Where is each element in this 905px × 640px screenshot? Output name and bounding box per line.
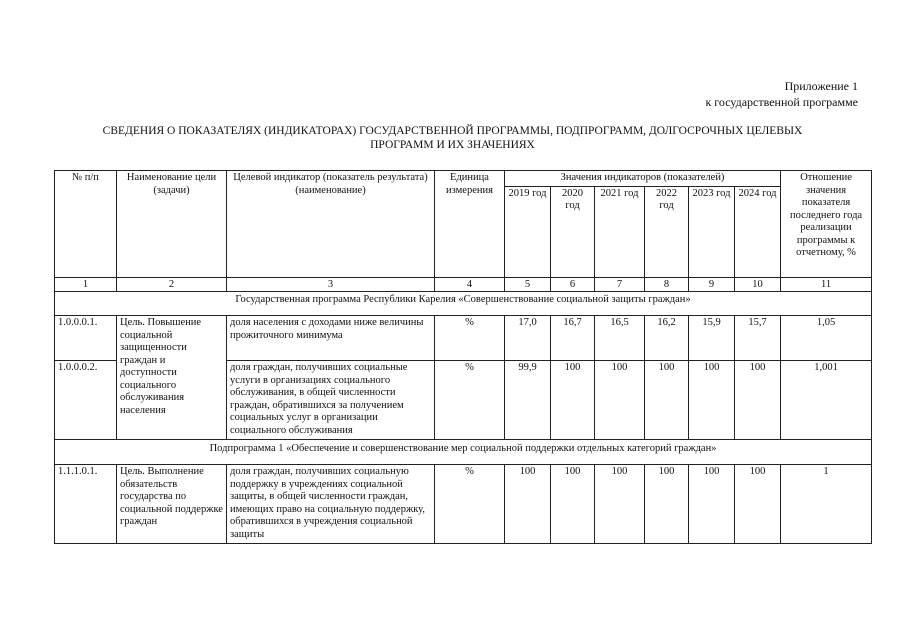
goal-cell: Цель. Повышение социальной защищенности граждан и доступности социального обслуживания населения xyxy=(117,316,227,440)
column-number: 9 xyxy=(689,278,735,292)
column-number: 10 xyxy=(735,278,781,292)
column-number: 3 xyxy=(227,278,435,292)
row-number: 1.0.0.0.2. xyxy=(55,361,117,440)
unit-cell: % xyxy=(435,316,505,361)
value-cell: 100 xyxy=(735,361,781,440)
value-cell: 100 xyxy=(735,465,781,544)
column-number: 5 xyxy=(505,278,551,292)
column-number: 4 xyxy=(435,278,505,292)
value-cell: 16,2 xyxy=(645,316,689,361)
value-cell: 100 xyxy=(645,465,689,544)
document-title xyxy=(40,124,865,152)
header-row-1 xyxy=(55,171,872,187)
appendix-line-2: к государственной программе xyxy=(705,95,858,109)
column-number: 2 xyxy=(117,278,227,292)
indicator-cell: доля граждан, получивших социальную поддержку в учреждениях социальной защиты, в общей численности граждан, имеющих право на социальную поддержку, обратившихся в учреждения социальной защиты xyxy=(227,465,435,544)
column-number: 6 xyxy=(551,278,595,292)
unit-cell: % xyxy=(435,465,505,544)
subprogram-title-row xyxy=(55,440,872,465)
value-cell: 100 xyxy=(505,465,551,544)
column-number-row xyxy=(55,278,872,292)
value-cell: 99,9 xyxy=(505,361,551,440)
header-year: 2020 год xyxy=(551,186,595,278)
subprogram-title: Подпрограмма 1 «Обеспечение и совершенствование мер социальной поддержки отдельных категорий граждан» xyxy=(55,440,872,465)
row-number: 1.1.1.0.1. xyxy=(55,465,117,544)
program-title-row xyxy=(55,292,872,316)
column-number: 8 xyxy=(645,278,689,292)
value-cell: 100 xyxy=(595,465,645,544)
goal-cell: Цель. Выполнение обязательств государства по социальной поддержке граждан xyxy=(117,465,227,544)
value-cell: 100 xyxy=(689,465,735,544)
value-cell: 16,5 xyxy=(595,316,645,361)
program-title: Государственная программа Республики Карелия «Совершенствование социальной защиты граждан» xyxy=(55,292,872,316)
header-indicator: Целевой индикатор (показатель результата) (наименование) xyxy=(227,171,435,278)
value-cell: 15,9 xyxy=(689,316,735,361)
header-unit: Единица измерения xyxy=(435,171,505,278)
title-line-1: СВЕДЕНИЯ О ПОКАЗАТЕЛЯХ (ИНДИКАТОРАХ) ГОСУДАРСТВЕННОЙ ПРОГРАММЫ, ПОДПРОГРАММ, ДОЛГОСРОЧНЫХ ЦЕЛЕВЫХ xyxy=(102,125,803,137)
header-year: 2024 год xyxy=(735,186,781,278)
value-cell: 16,7 xyxy=(551,316,595,361)
header-values: Значения индикаторов (показателей) xyxy=(505,171,781,187)
row-number: 1.0.0.0.1. xyxy=(55,316,117,361)
value-cell: 100 xyxy=(551,465,595,544)
column-number: 11 xyxy=(781,278,872,292)
value-cell: 17,0 xyxy=(505,316,551,361)
appendix-label xyxy=(705,78,858,110)
header-goal: Наименование цели (задачи) xyxy=(117,171,227,278)
indicator-cell: доля населения с доходами ниже величины прожиточного минимума xyxy=(227,316,435,361)
header-year: 2022 год xyxy=(645,186,689,278)
header-year: 2023 год xyxy=(689,186,735,278)
appendix-line-1: Приложение 1 xyxy=(784,79,858,93)
column-number: 1 xyxy=(55,278,117,292)
column-number: 7 xyxy=(595,278,645,292)
header-year: 2021 год xyxy=(595,186,645,278)
header-num: № п/п xyxy=(55,171,117,278)
value-cell: 100 xyxy=(645,361,689,440)
value-cell: 100 xyxy=(689,361,735,440)
value-cell: 100 xyxy=(551,361,595,440)
ratio-cell: 1,001 xyxy=(781,361,872,440)
table-row xyxy=(55,465,872,544)
title-line-2: ПРОГРАММ И ИХ ЗНАЧЕНИЯХ xyxy=(370,139,535,151)
header-ratio: Отношение значения показателя последнего года реализации программы к отчетному, % xyxy=(781,171,872,278)
unit-cell: % xyxy=(435,361,505,440)
indicator-cell: доля граждан, получивших социальные услуги в организациях социального обслуживания, в общей численности граждан, обратившихся за получением социальных услуг в организации социального обслуживания xyxy=(227,361,435,440)
ratio-cell: 1 xyxy=(781,465,872,544)
value-cell: 100 xyxy=(595,361,645,440)
table-row xyxy=(55,316,872,361)
indicators-table xyxy=(54,170,872,544)
header-year: 2019 год xyxy=(505,186,551,278)
ratio-cell: 1,05 xyxy=(781,316,872,361)
value-cell: 15,7 xyxy=(735,316,781,361)
